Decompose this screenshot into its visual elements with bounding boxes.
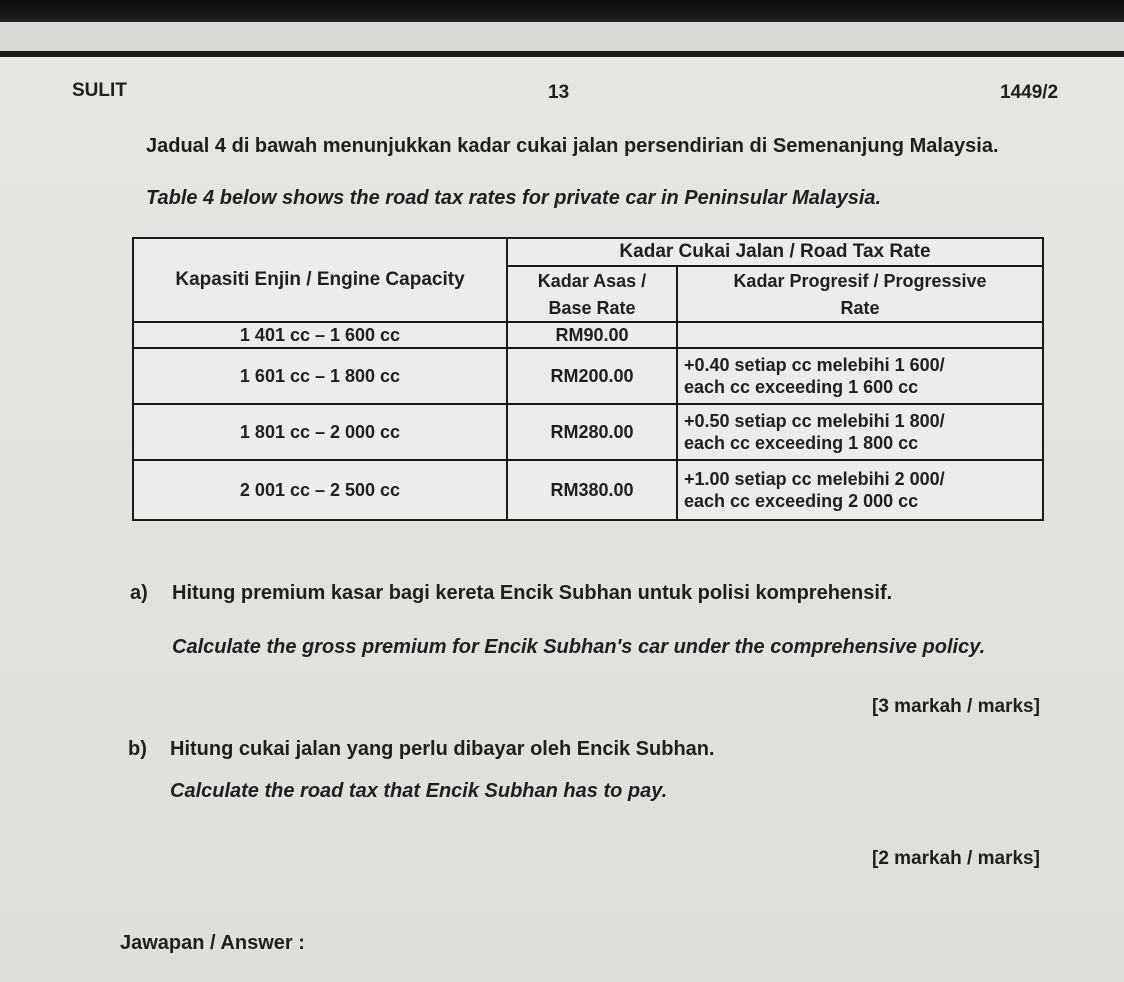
progressive-rate-english: each cc exceeding 2 000 cc bbox=[684, 491, 919, 511]
progressive-rate-english: each cc exceeding 1 600 cc bbox=[684, 377, 919, 397]
intro-english: Table 4 below shows the road tax rates for private car in Peninsular Malaysia. bbox=[146, 187, 882, 209]
engine-capacity-header: Kapasiti Enjin / Engine Capacity bbox=[133, 238, 507, 322]
base-rate-cell: RM200.00 bbox=[507, 348, 677, 404]
base-rate-cell: RM90.00 bbox=[507, 322, 677, 348]
question-a-marks: [3 markah / marks] bbox=[872, 696, 1040, 717]
answer-label: Jawapan / Answer : bbox=[120, 932, 305, 954]
header-sulit: SULIT bbox=[72, 80, 127, 101]
base-rate-header-line2: Base Rate bbox=[507, 294, 677, 322]
question-a-english: Calculate the gross premium for Encik Subhan's car under the comprehensive policy. bbox=[172, 636, 986, 658]
base-rate-cell: RM380.00 bbox=[507, 460, 677, 520]
progressive-rate-cell bbox=[677, 460, 1043, 520]
header-rule bbox=[0, 51, 1124, 57]
road-tax-table bbox=[132, 237, 1044, 521]
progressive-rate-malay: +0.40 setiap cc melebihi 1 600/ bbox=[684, 355, 945, 375]
road-tax-rate-header: Kadar Cukai Jalan / Road Tax Rate bbox=[507, 238, 1043, 266]
capacity-cell: 1 601 cc – 1 800 cc bbox=[133, 348, 507, 404]
capacity-cell: 1 801 cc – 2 000 cc bbox=[133, 404, 507, 460]
progressive-rate-cell bbox=[677, 348, 1043, 404]
previous-page-strip bbox=[0, 22, 1124, 52]
table-row bbox=[133, 404, 1043, 460]
capacity-cell: 1 401 cc – 1 600 cc bbox=[133, 322, 507, 348]
progressive-rate-header-line1: Kadar Progresif / Progressive bbox=[677, 266, 1043, 294]
question-b-label: b) bbox=[128, 738, 147, 760]
question-b-marks: [2 markah / marks] bbox=[872, 848, 1040, 869]
table-header-row bbox=[133, 238, 1043, 266]
progressive-rate-english: each cc exceeding 1 800 cc bbox=[684, 433, 919, 453]
progressive-rate-cell bbox=[677, 322, 1043, 348]
progressive-rate-cell bbox=[677, 404, 1043, 460]
question-b-malay: Hitung cukai jalan yang perlu dibayar oleh Encik Subhan. bbox=[170, 738, 715, 760]
progressive-rate-malay: +1.00 setiap cc melebihi 2 000/ bbox=[684, 469, 945, 489]
intro-malay: Jadual 4 di bawah menunjukkan kadar cukai jalan persendirian di Semenanjung Malaysia. bbox=[146, 135, 999, 157]
page-number: 13 bbox=[548, 82, 570, 103]
base-rate-header-line1: Kadar Asas / bbox=[507, 266, 677, 294]
question-a-label: a) bbox=[130, 582, 148, 604]
question-b-english: Calculate the road tax that Encik Subhan has to pay. bbox=[170, 780, 668, 802]
capacity-cell: 2 001 cc – 2 500 cc bbox=[133, 460, 507, 520]
table-row bbox=[133, 460, 1043, 520]
progressive-rate-malay: +0.50 setiap cc melebihi 1 800/ bbox=[684, 411, 945, 431]
question-a-malay: Hitung premium kasar bagi kereta Encik Subhan untuk polisi komprehensif. bbox=[172, 582, 893, 604]
table-row bbox=[133, 348, 1043, 404]
table-row bbox=[133, 322, 1043, 348]
progressive-rate-header-line2: Rate bbox=[677, 294, 1043, 322]
base-rate-cell: RM280.00 bbox=[507, 404, 677, 460]
paper-code: 1449/2 bbox=[1000, 82, 1059, 103]
